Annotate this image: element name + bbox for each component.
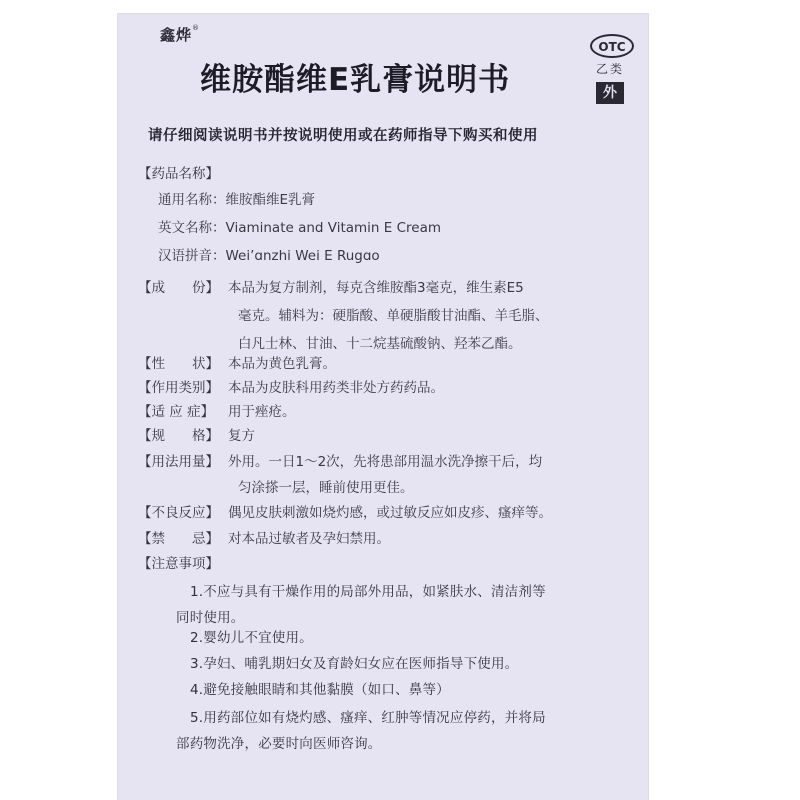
adverse-text: 偶见皮肤刺激如烧灼感，或过敏反应如皮疹、瘙痒等。 [228, 505, 552, 521]
indication-text: 用于痤疮。 [228, 404, 296, 420]
heading-contraindication: 【禁 忌】 [138, 531, 219, 547]
precaution-item: 部药物洗净，必要时向医师咨询。 [176, 736, 382, 752]
precaution-item: 1.不应与具有干燥作用的局部外用品，如紧肤水、清洁剂等 [190, 584, 546, 600]
precaution-item: 2.婴幼儿不宜使用。 [190, 630, 313, 646]
generic-name: 通用名称：维胺酯维E乳膏 [158, 192, 316, 208]
external-use-badge: 外 [596, 82, 624, 104]
precaution-item: 4.避免接触眼睛和其他黏膜（如口、鼻等） [190, 682, 450, 698]
usage-line: 匀涂搽一层，睡前使用更佳。 [238, 480, 414, 496]
leaflet-paper [118, 14, 648, 800]
heading-category: 【作用类别】 [138, 380, 219, 396]
composition-line: 毫克。辅料为：硬脂酸、单硬脂酸甘油酯、羊毛脂、 [238, 308, 549, 324]
contraindication-text: 对本品过敏者及孕妇禁用。 [228, 531, 390, 547]
english-name: 英文名称：Viaminate and Vitamin E Cream [158, 220, 442, 236]
composition-line: 本品为复方制剂，每克含维胺酯3毫克，维生素E5 [228, 280, 524, 296]
heading-adverse: 【不良反应】 [138, 505, 219, 521]
heading-indication: 【适 应 症】 [138, 404, 215, 420]
precaution-item: 同时使用。 [176, 610, 245, 626]
specification-text: 复方 [228, 428, 255, 444]
heading-precautions: 【注意事项】 [138, 556, 219, 572]
composition-line: 白凡士林、甘油、十二烷基硫酸钠、羟苯乙酯。 [238, 336, 522, 352]
otc-class-label: 乙类 [596, 62, 625, 76]
brand-logo: 鑫烨® [160, 24, 201, 44]
heading-composition: 【成 份】 [138, 280, 219, 296]
precaution-item: 5.用药部位如有烧灼感、瘙痒、红肿等情况应停药，并将局 [190, 710, 546, 726]
heading-drug-name: 【药品名称】 [138, 166, 219, 182]
pinyin-name: 汉语拼音：Wei’ɑnzhi Wei E Rugɑo [158, 248, 380, 264]
usage-line: 外用。一日1～2次，先将患部用温水洗净擦干后，均 [228, 454, 543, 470]
precaution-item: 3.孕妇、哺乳期妇女及育龄妇女应在医师指导下使用。 [190, 656, 519, 672]
heading-specification: 【规 格】 [138, 428, 219, 444]
reading-instruction: 请仔细阅读说明书并按说明使用或在药师指导下购买和使用 [148, 128, 538, 144]
heading-usage: 【用法用量】 [138, 454, 219, 470]
heading-character: 【性 状】 [138, 356, 219, 372]
category-text: 本品为皮肤科用药类非处方药药品。 [228, 380, 444, 396]
otc-badge: OTC [590, 34, 634, 58]
character-text: 本品为黄色乳膏。 [228, 356, 336, 372]
page-title: 维胺酯维E乳膏说明书 [200, 62, 511, 98]
